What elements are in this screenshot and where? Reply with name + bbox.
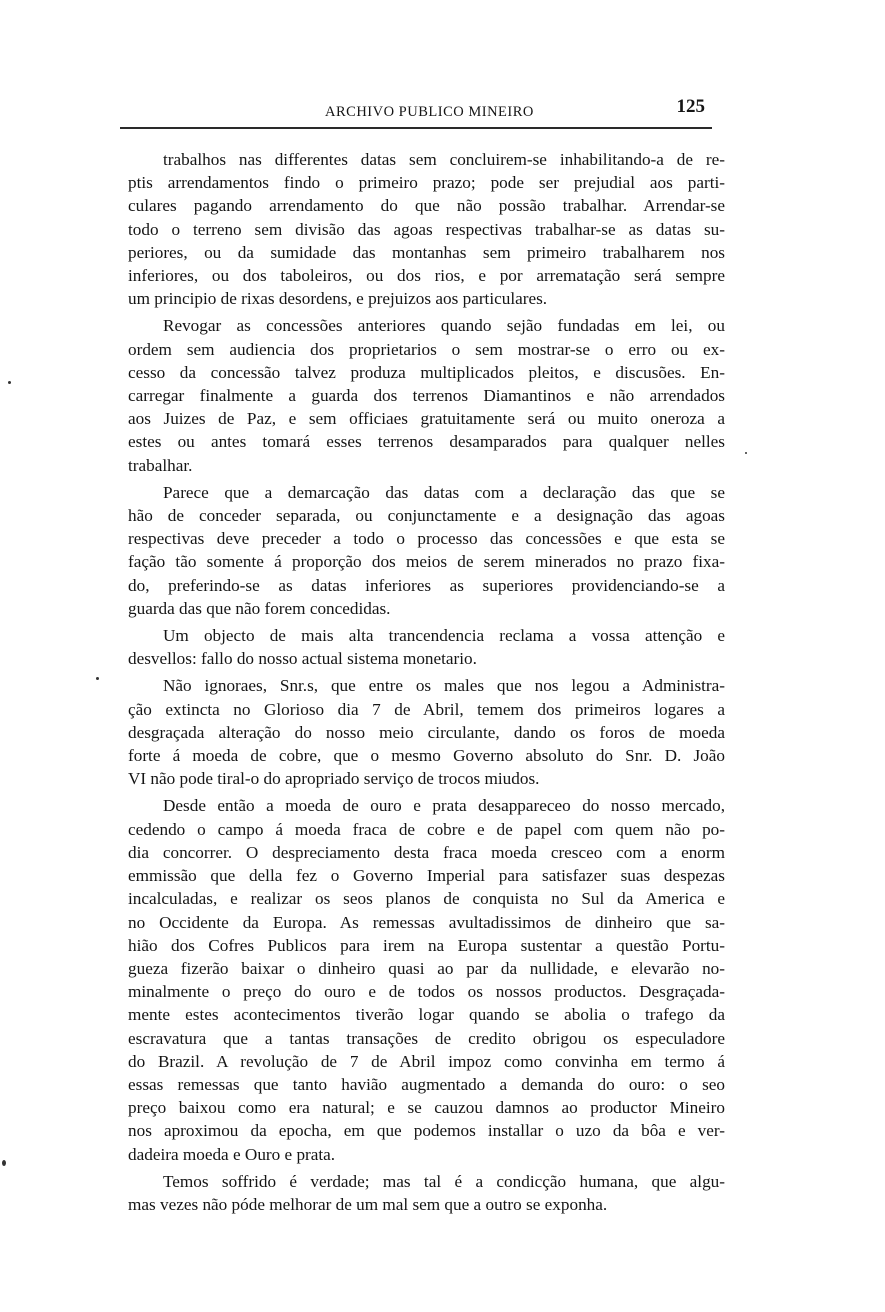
text-line: Temos soffrido é verdade; mas tal é a condicção humana, que algu- [163, 1171, 725, 1191]
text-line: Revogar as concessões anteriores quando sejão fundadas em lei, ou [163, 316, 725, 336]
text-line: respectivas deve preceder a todo o processo das concessões e que esta se [128, 529, 725, 549]
paragraph [128, 481, 725, 620]
text-line: trabalhar. [128, 455, 193, 475]
text-line: hião dos Cofres Publicos para irem na Europa sustentar a questão Portu- [128, 935, 725, 955]
margin-speck [2, 1160, 6, 1166]
text-line: desgraçada alteração do nosso meio circulante, dando os foros de moeda [128, 722, 725, 742]
header-rule [120, 127, 712, 129]
text-line: ordem sem audiencia dos proprietarios o sem mostrar-se o erro ou ex- [128, 339, 725, 359]
text-line: guarda das que não forem concedidas. [128, 598, 391, 618]
page-header [115, 96, 715, 124]
text-line: inferiores, ou dos taboleiros, ou dos rios, e por arrematação será sempre [128, 266, 725, 286]
text-line: estes ou antes tomará esses terrenos desamparados para qualquer nelles [128, 432, 725, 452]
text-line: preço baixou como era natural; e se cauzou damnos ao productor Mineiro [128, 1098, 725, 1118]
text-line: mas vezes não póde melhorar de um mal sem que a outro se exponha. [128, 1194, 608, 1214]
text-line: do Brazil. A revolução de 7 de Abril impoz como convinha em termo á [128, 1051, 725, 1071]
text-line: dadeira moeda e Ouro e prata. [128, 1144, 336, 1164]
text-line: Um objecto de mais alta trancendencia reclama a vossa attenção e [163, 626, 725, 646]
text-line: trabalhos nas differentes datas sem concluirem-se inhabilitando-a de re- [163, 150, 725, 169]
text-line: emmissão que della fez o Governo Imperial para satisfazer suas despezas [128, 866, 725, 886]
running-title: ARCHIVO PUBLICO MINEIRO [325, 104, 534, 120]
text-line: todo o terreno sem divisão das agoas respectivas trabalhar-se as datas su- [128, 219, 725, 239]
paragraph [128, 1170, 725, 1216]
text-line: Parece que a demarcação das datas com a declaração das que se [163, 482, 725, 502]
text-line: cesso da concessão talvez produza multiplicados pleitos, e discusões. En- [128, 362, 725, 382]
text-line: carregar finalmente a guarda dos terrenos Diamantinos e não arrendados [128, 386, 725, 406]
text-line: cedendo o campo á moeda fraca de cobre e de papel com quem não po- [128, 819, 725, 839]
paragraph [128, 148, 725, 310]
margin-speck [96, 677, 99, 680]
text-line: escravatura que a tantas transações de credito obrigou os especuladore [128, 1028, 725, 1048]
text-line: Desde então a moeda de ouro e prata desappareceo do nosso mercado, [163, 796, 725, 816]
text-line: periores, ou da sumidade das montanhas sem primeiro trabalharem nos [128, 242, 725, 262]
body-text [128, 148, 725, 1220]
paragraph [128, 314, 725, 476]
text-line: mente estes acontecimentos tiverão logar quando se abolia o trafego da [128, 1005, 725, 1025]
paragraph [128, 794, 725, 1165]
text-line: ção extincta no Glorioso dia 7 de Abril, temem dos primeiros logares a [128, 699, 725, 719]
page-number: 125 [676, 96, 705, 117]
text-line: um principio de rixas desordens, e prejuizos aos particulares. [128, 289, 548, 309]
text-line: forte á moeda de cobre, que o mesmo Governo absoluto do Snr. D. João [128, 746, 725, 766]
text-line: ptis arrendamentos findo o primeiro prazo; pode ser prejudial aos parti- [128, 173, 725, 193]
text-line: no Occidente da Europa. As remessas avultadissimos de dinheiro que sa- [128, 912, 725, 932]
text-line: VI não pode tiral-o do apropriado serviço de trocos miudos. [128, 769, 540, 789]
text-line: minalmente o preço do ouro e de todos os nossos productos. Desgraçada- [128, 982, 725, 1002]
text-line: hão de conceder separada, ou conjunctamente e a designação das agoas [128, 506, 725, 526]
text-line: nos aproximou da epocha, em que podemos installar o uzo da bôa e ver- [128, 1121, 725, 1141]
text-line: incalculadas, e realizar os seos planos de conquista no Sul da America e [128, 889, 725, 909]
text-line: desvellos: fallo do nosso actual sistema monetario. [128, 649, 477, 669]
margin-speck [8, 381, 11, 384]
text-line: aos Juizes de Paz, e sem officiaes gratuitamente será ou muito oneroza a [128, 409, 725, 429]
text-line: Não ignoraes, Snr.s, que entre os males que nos legou a Administra- [163, 676, 725, 696]
text-line: dia concorrer. O despreciamento desta fraca moeda cresceo com a enorm [128, 842, 725, 862]
text-line: do, preferindo-se as datas inferiores as superiores providenciando-se a [128, 575, 725, 595]
paragraph [128, 674, 725, 790]
text-line: culares pagando arrendamento do que não possão trabalhar. Arrendar-se [128, 196, 725, 216]
text-line: essas remessas que tanto havião augmentado a demanda do ouro: o seo [128, 1074, 725, 1094]
text-line: fação tão somente á proporção dos meios de serem minerados no prazo fixa- [128, 552, 725, 572]
margin-speck [745, 452, 747, 454]
paragraph [128, 624, 725, 670]
text-line: gueza fizerão baixar o dinheiro quasi ao par da nullidade, e elevarão no- [128, 958, 725, 978]
